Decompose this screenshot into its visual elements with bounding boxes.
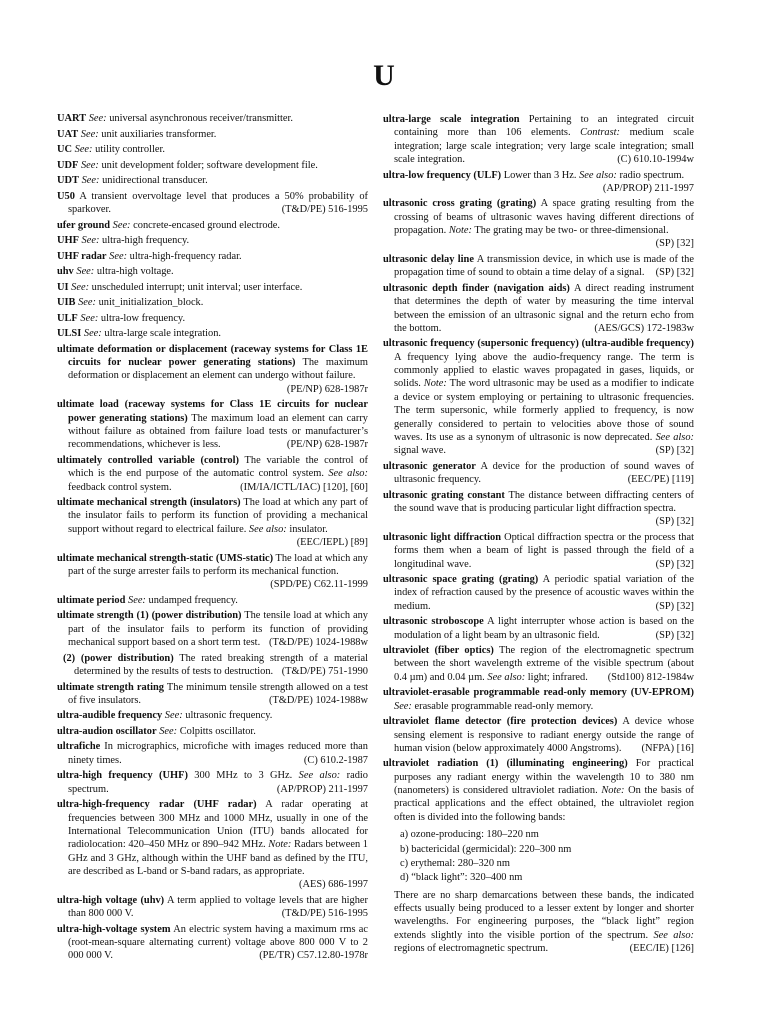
source-reference: (PE/TR) C57.12.80-1978r — [259, 950, 368, 962]
glossary-entry — [57, 281, 368, 294]
source-reference: (SP) [32] — [655, 558, 694, 570]
entry-term: UDT — [57, 175, 79, 187]
entry-term: ultimate load (raceway systems for Class 1E circuits for nuclear power generating stations) — [57, 399, 368, 424]
source-reference: (C) 610.10-1994w — [617, 154, 694, 166]
glossary-entry — [57, 496, 368, 549]
entry-term: ultrasonic stroboscope — [383, 616, 484, 628]
entry-term: ultimate deformation or displacement (raceway systems for Class 1E circuits for nuclear power generating stations) — [57, 343, 368, 369]
entry-definition: The region of the electromagnetic spectrum between the short wavelength extreme of the visible spectrum (about 0.4 µm) and 0.04 µm. — [394, 645, 694, 683]
glossary-entry — [57, 725, 368, 738]
entry-term: UDF — [57, 159, 79, 171]
entry-term: ultimate mechanical strength (insulators) — [57, 497, 241, 509]
source-reference: (EEC/IE) [126] — [629, 942, 694, 954]
entry-definition: A transient overvoltage level that produces a 50% probability of sparkover. — [68, 190, 368, 215]
entry-definition: The distance between diffracting centers of the sound wave that is producing particular light diffraction spectra. — [394, 489, 694, 514]
glossary-entry — [383, 489, 694, 529]
entry-term: ultrasonic frequency (supersonic frequency) (ultra-audible frequency) — [383, 338, 694, 350]
glossary-entry — [383, 573, 694, 613]
entry-term: ultraviolet (fiber optics) — [383, 645, 494, 657]
entry-term: UHF — [57, 235, 79, 247]
entry-term: ULSI — [57, 328, 82, 340]
glossary-entry — [383, 282, 694, 335]
see-label: See: — [128, 594, 146, 606]
glossary-entry — [57, 143, 368, 156]
entry-term: ultrasonic depth finder (navigation aids) — [383, 282, 570, 294]
source-reference: (C) 610.2-1987 — [303, 754, 368, 766]
entry-term: ultrasonic cross grating (grating) — [383, 198, 537, 210]
entry-definition: A light interrupter whose action is based on the modulation of a light beam by an ultrasonic field. — [394, 616, 694, 641]
see-label: See: — [78, 297, 96, 309]
see-label: See: — [74, 144, 93, 156]
entry-term: ultrasonic delay line — [383, 254, 474, 265]
source-reference: (IM/IA/ICTL/IAC) [120], [60] — [240, 481, 368, 493]
uv-band-item: d) “black light”: 320–400 nm — [400, 872, 523, 884]
entry-definition: For practical purposes any radiant energy within the wavelength 10 to 380 nm (nanometers) is considered ultraviolet radiation. — [394, 758, 694, 797]
source-reference: (SP) [32] — [655, 600, 694, 612]
glossary-entry — [383, 531, 694, 571]
see-label: See: — [81, 235, 100, 247]
see-also-label: See also: — [653, 929, 694, 941]
see-label: See: — [81, 175, 100, 187]
glossary-entry — [57, 265, 368, 278]
entry-definition: The tensile load at which any part of the insulator fails to perform its function of providing mechanical support based on a short term test. — [68, 610, 368, 649]
note-label: Note: — [601, 785, 625, 797]
entry-definition: A direct reading instrument that determines the depth of water by measuring the time interval between the emission of an ultrasonic signal and the return echo from the bottom. — [394, 282, 695, 334]
glossary-entry — [383, 337, 694, 457]
entry-term: UC — [57, 144, 73, 156]
entry-term: ultraviolet flame detector (fire protection devices) — [383, 716, 618, 728]
glossary-entry — [57, 798, 368, 891]
see-label: See: — [71, 281, 90, 293]
uv-band-list — [400, 828, 694, 884]
entry-definition: The variable the control of which is the end purpose of the automatic control system. — [68, 454, 368, 480]
see-label: See: — [164, 710, 183, 722]
glossary-entry — [57, 552, 368, 592]
note-text: The word ultrasonic may be used as a modifier to indicate a device or system employing or pertaining to ultrasonic frequencies. The term supersonic, while formerly applied to frequency, is now generally considered to pertain to velocities above those of sound waves. Its use as a synonym of ultrasonic is now deprecated. — [394, 378, 694, 443]
entry-definition: unit development folder; software development file. — [101, 159, 318, 171]
glossary-entry — [57, 740, 368, 767]
see-label: See: — [112, 219, 131, 231]
entry-definition: The rated breaking strength of a material determined by the results of tests to destruction. — [74, 652, 368, 677]
see-also-label: See also: — [579, 169, 617, 181]
see-also-label: See also: — [487, 671, 526, 683]
entry-term: UHF radar — [57, 250, 107, 262]
entry-definition: The maximum load an element can carry without failure as obtained from failure load tests or manufacturer’s recommendations, whichever is less. — [68, 412, 368, 451]
entry-term: ultra-audible frequency — [57, 710, 163, 722]
glossary-entry — [383, 644, 694, 684]
entry-definition: A frequency lying above the audio-frequency range. The term is commonly applied to elastic waves propagated in gases, liquids, or solids. — [394, 351, 694, 390]
glossary-entry — [383, 460, 694, 487]
entry-term: U50 — [57, 190, 75, 202]
entry-term: ultrasonic grating constant — [383, 489, 505, 501]
glossary-entry — [383, 169, 694, 196]
entry-term: ultimate strength rating — [57, 681, 164, 693]
glossary-entry — [57, 769, 368, 796]
source-reference: (EEC/PE) [119] — [627, 474, 694, 486]
left-column — [57, 112, 368, 965]
glossary-entry — [57, 312, 368, 325]
glossary-entry — [57, 343, 368, 396]
source-reference: (T&D/PE) 516-1995 — [281, 908, 368, 920]
entry-definition: unidirectional transducer. — [102, 175, 208, 187]
entry-term: UART — [57, 113, 87, 124]
entry-definition: unit_initialization_block. — [98, 297, 204, 309]
entry-term: ultrafiche — [57, 741, 101, 753]
source-reference: (Std100) 812-1984w — [607, 671, 694, 683]
glossary-entry — [57, 923, 368, 963]
see-label: See: — [88, 113, 107, 124]
entry-definition: An electric system having a maximum rms ac (root-mean-square alternating current) voltage above 800 000 V to 2 000 000 V. — [68, 923, 368, 962]
glossary-entry — [57, 709, 368, 722]
entry-term: ultrasonic generator — [383, 460, 476, 472]
entry-definition: ultra-high voltage. — [96, 266, 174, 278]
entry-definition: Pertaining to an integrated circuit containing more than 106 elements. — [394, 114, 694, 139]
entry-definition: Lower than 3 Hz. — [503, 169, 577, 181]
source-reference: (SP) [32] — [655, 238, 694, 250]
entry-definition: A device whose sensing element is responsive to radiant energy outside the range of human vision (below approximately 4000 Angstroms). — [394, 716, 694, 754]
page-letter-heading: U — [373, 59, 395, 92]
source-reference: (SP) [32] — [655, 445, 694, 457]
source-reference: (PE/NP) 628-1987r — [286, 383, 368, 395]
glossary-entry — [57, 609, 368, 649]
entry-term: ultra-high-frequency radar (UHF radar) — [57, 799, 257, 811]
entry-definition: undamped frequency. — [148, 594, 238, 606]
uv-band-item: b) bactericidal (germicidal): 220–300 nm — [400, 843, 572, 855]
uv-band-item: c) erythemal: 280–320 nm — [400, 857, 510, 869]
note-label: Note: — [423, 378, 447, 390]
uv-band-item: a) ozone-producing: 180–220 nm — [400, 829, 539, 841]
source-reference: (T&D/PE) 751-1990 — [281, 666, 368, 677]
see-label: See: — [159, 725, 178, 737]
entry-definition: A term applied to voltage levels that are higher than 800 000 V. — [68, 894, 368, 920]
entry-term: ultimate period — [57, 594, 126, 606]
glossary-entry — [57, 112, 368, 125]
closing-text: There are no sharp demarcations between these bands, the indicated effects usually being produced to a lesser extent by longer and shorter wavelengths. For engineering purposes, the “black light” region extends slightly into the visible portion of the spectrum. — [394, 889, 694, 941]
entry-definition: Colpitts oscillator. — [179, 725, 256, 737]
source-reference: (AES/GCS) 172-1983w — [594, 322, 694, 334]
entry-definition: The load at which any part of the surge arrester fails to perform its mechanical function. — [68, 552, 368, 578]
source-reference: (SP) [32] — [655, 629, 694, 641]
entry-term: ultrasonic space grating (grating) — [383, 574, 539, 586]
see-also-label: Contrast: — [580, 127, 620, 139]
see-label: See: — [76, 266, 95, 278]
glossary-entry — [383, 757, 694, 824]
entry-definition: Optical diffraction spectra or the process that forms them when a beam of light is passed through the field of a longitudinal wave. — [394, 531, 694, 570]
glossary-entry — [57, 234, 368, 247]
entry-term: ultra-audion oscillator — [57, 725, 157, 737]
entry-definition: utility controller. — [95, 144, 165, 156]
see-label: See: — [394, 700, 412, 712]
source-reference: (T&D/PE) 1024-1988w — [269, 637, 368, 649]
note-text: The grating may be two- or three-dimensional. — [474, 225, 669, 237]
entry-definition: A transmission device, in which use is made of the propagation time of sound to obtain a time delay of a signal. — [394, 254, 694, 279]
entry-term: ufer ground — [57, 219, 111, 231]
glossary-entry — [383, 253, 694, 280]
see-also-label: See also: — [248, 523, 287, 535]
glossary-entry — [57, 681, 368, 708]
entry-definition: 300 MHz to 3 GHz. — [194, 770, 293, 782]
entry-definition: The maximum deformation or displacement an element can undergo without failure. — [68, 357, 368, 382]
uv-closing-paragraph — [383, 889, 694, 956]
glossary-entry — [57, 190, 368, 217]
entry-term: ultimate mechanical strength-static (UMS-static) — [57, 552, 274, 564]
glossary-entry — [57, 250, 368, 263]
glossary-entry — [57, 174, 368, 187]
entry-term: (2) (power distribution) — [63, 652, 174, 664]
note-label: Note: — [268, 839, 292, 851]
see-also-text: signal wave. — [394, 445, 446, 457]
source-reference: (SP) [32] — [655, 516, 694, 528]
entry-definition: The minimum tensile strength allowed on a test of five insulators. — [68, 681, 369, 706]
source-reference: (PE/NP) 628-1987r — [286, 439, 368, 451]
entry-definition: concrete-encased ground electrode. — [133, 219, 280, 231]
see-also-label: See also: — [298, 770, 341, 782]
entry-definition: erasable programmable read-only memory. — [414, 700, 594, 712]
entry-term: ultra-large scale integration — [383, 114, 520, 125]
entry-term: ultimate strength (1) (power distribution) — [57, 610, 242, 622]
source-reference: (NFPA) [16] — [641, 742, 694, 754]
source-reference: (EEC/IEPL) [89] — [296, 537, 368, 549]
glossary-entry — [57, 128, 368, 141]
entry-term: ultra-low frequency (ULF) — [383, 169, 502, 181]
source-reference: (AP/PROP) 211-1997 — [276, 783, 368, 795]
entry-term: UI — [57, 281, 69, 293]
note-text: Radars between 1 GHz and 3 GHz, although within the UHF band as defined by the ITU, are described as L-band or S-band radars, as appropriate. — [68, 839, 368, 877]
entry-term: ultra-high-voltage system — [57, 923, 171, 935]
source-reference: (SPD/PE) C62.11-1999 — [270, 579, 368, 591]
source-reference: (T&D/PE) 516-1995 — [281, 204, 368, 215]
see-label: See: — [80, 312, 99, 324]
entry-term: ULF — [57, 312, 78, 324]
entry-definition: In micrographics, microfiche with images reduced more than ninety times. — [68, 741, 368, 766]
entry-term: ultimately controlled variable (control) — [57, 454, 239, 466]
entry-term: uhv — [57, 266, 74, 278]
glossary-entry — [57, 652, 368, 679]
right-column — [383, 113, 694, 955]
entry-definition: A device for the production of sound waves of ultrasonic frequency. — [394, 460, 695, 486]
glossary-entry — [57, 398, 368, 451]
see-also-text: insulator. — [289, 523, 328, 535]
see-also-text: medium scale integration; large scale integration; very large scale integration; small scale integration. — [394, 127, 694, 166]
see-also-text: light; infrared. — [527, 671, 588, 683]
source-reference: (AP/PROP) 211-1997 — [602, 182, 694, 194]
entry-definition: A space grating resulting from the crossing of beams of ultrasonic waves having different directions of propagation. — [394, 198, 694, 237]
entry-definition: ultra-high frequency. — [102, 235, 190, 247]
see-also-text: feedback control system. — [68, 481, 172, 493]
glossary-entry — [57, 454, 368, 494]
glossary-entry — [383, 615, 694, 642]
see-also-label: See also: — [655, 431, 694, 443]
entry-definition: The load at which any part of the insulator fails to perform its function of providing a mechanical support without regard to electrical failure. — [68, 497, 368, 535]
entry-term: UIB — [57, 297, 76, 309]
glossary-entry — [57, 327, 368, 340]
entry-definition: A radar operating at frequencies between 300 MHz and 1000 MHz, usually in one of the International Telecommunication Union (ITU) bands allocated for radiolocation: 420–450 MHz or 890–942 MHz. — [68, 799, 368, 851]
glossary-entry — [383, 686, 694, 713]
note-label: Note: — [448, 225, 472, 237]
entry-term: ultra-high voltage (uhv) — [57, 894, 165, 906]
see-label: See: — [80, 159, 99, 171]
entry-definition: ultra-low frequency. — [100, 312, 186, 324]
glossary-entry — [383, 715, 694, 755]
entry-definition: ultra-large scale integration. — [104, 328, 222, 340]
glossary-entry — [57, 296, 368, 309]
see-also-text: radio spectrum. — [68, 770, 368, 795]
glossary-entry — [383, 113, 694, 166]
see-label: See: — [83, 328, 102, 340]
entry-definition: ultra-high-frequency radar. — [129, 250, 242, 262]
glossary-entry — [57, 894, 368, 921]
glossary-entry — [57, 219, 368, 232]
entry-term: ultra-high frequency (UHF) — [57, 770, 188, 782]
see-label: See: — [109, 250, 128, 262]
entry-definition: unscheduled interrupt; unit interval; user interface. — [91, 281, 303, 293]
see-also-text: regions of electromagnetic spectrum. — [394, 942, 549, 954]
see-also-label: See also: — [328, 468, 368, 480]
entry-term: ultraviolet radiation (1) (illuminating engineering) — [383, 758, 628, 770]
entry-definition: unit auxiliaries transformer. — [101, 128, 217, 140]
entry-definition: A periodic spatial variation of the index of refraction caused by the presence of acoustic waves within the medium. — [394, 574, 694, 612]
entry-definition: ultrasonic frequency. — [185, 710, 273, 722]
entry-term: UAT — [57, 128, 79, 140]
entry-term: ultraviolet-erasable programmable read-only memory (UV-EPROM) — [383, 687, 694, 699]
note-text: On the basis of practical applications and the effect obtained, the ultraviolet region often is divided into the following bands: — [394, 785, 695, 823]
glossary-entry — [57, 594, 368, 607]
source-reference: (SP) [32] — [655, 267, 694, 279]
entry-term: ultrasonic light diffraction — [383, 531, 502, 543]
glossary-entry — [383, 197, 694, 250]
see-label: See: — [80, 128, 99, 140]
source-reference: (AES) 686-1997 — [299, 879, 368, 891]
see-also-text: radio spectrum. — [619, 169, 685, 181]
entry-definition: universal asynchronous receiver/transmitter. — [109, 113, 293, 124]
source-reference: (T&D/PE) 1024-1988w — [269, 694, 368, 706]
glossary-entry — [57, 159, 368, 172]
